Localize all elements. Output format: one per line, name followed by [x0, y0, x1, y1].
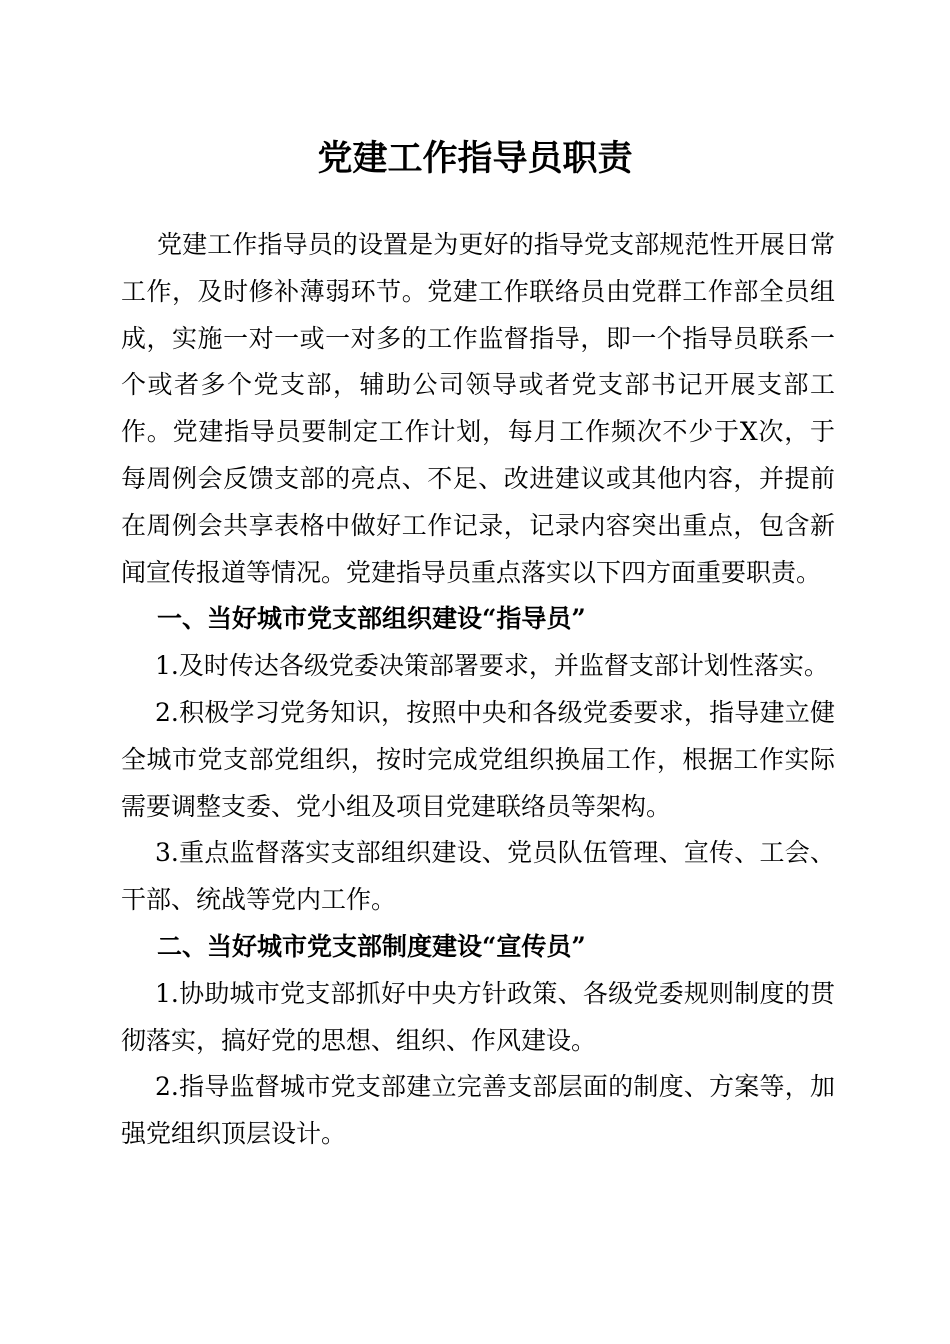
section-2-item-2: 2.指导监督城市党支部建立完善支部层面的制度、方案等，加强党组织顶层设计。 [121, 1072, 835, 1149]
section-heading-2: 二、当好城市党支部制度建设“宣传员” [157, 931, 586, 961]
document-title: 党建工作指导员职责 [317, 138, 633, 179]
section-1-item-3: 3.重点监督落实支部组织建设、党员队伍管理、宣传、工会、干部、统战等党内工作。 [121, 838, 835, 915]
section-1-item-2: 2.积极学习党务知识，按照中央和各级党委要求，指导建立健全城市党支部党组织，按时完成党组织换届工作，根据工作实际需要调整支委、党小组及项目党建联络员等架构。 [121, 697, 835, 821]
section-2-item-1: 1.协助城市党支部抓好中央方针政策、各级党委规则制度的贯彻落实，搞好党的思想、组织、作风建设。 [121, 978, 835, 1055]
intro-paragraph: 党建工作指导员的设置是为更好的指导党支部规范性开展日常工作，及时修补薄弱环节。党建工作联络员由党群工作部全员组成，实施一对一或一对多的工作监督指导，即一个指导员联系一个或者多个党支部，辅助公司领导或者党支部书记开展支部工作。党建指导员要制定工作计划，每月工作频次不少于X次，于每周例会反馈支部的亮点、不足、改进建议或其他内容，并提前在周例会共享表格中做好工作记录，记录内容突出重点，包含新闻宣传报道等情况。党建指导员重点落实以下四方面重要职责。 [121, 230, 835, 587]
document-body [121, 222, 835, 1158]
section-heading-1: 一、当好城市党支部组织建设“指导员” [157, 604, 586, 634]
section-1-item-1: 1.及时传达各级党委决策部署要求，并监督支部计划性落实。 [155, 651, 829, 681]
